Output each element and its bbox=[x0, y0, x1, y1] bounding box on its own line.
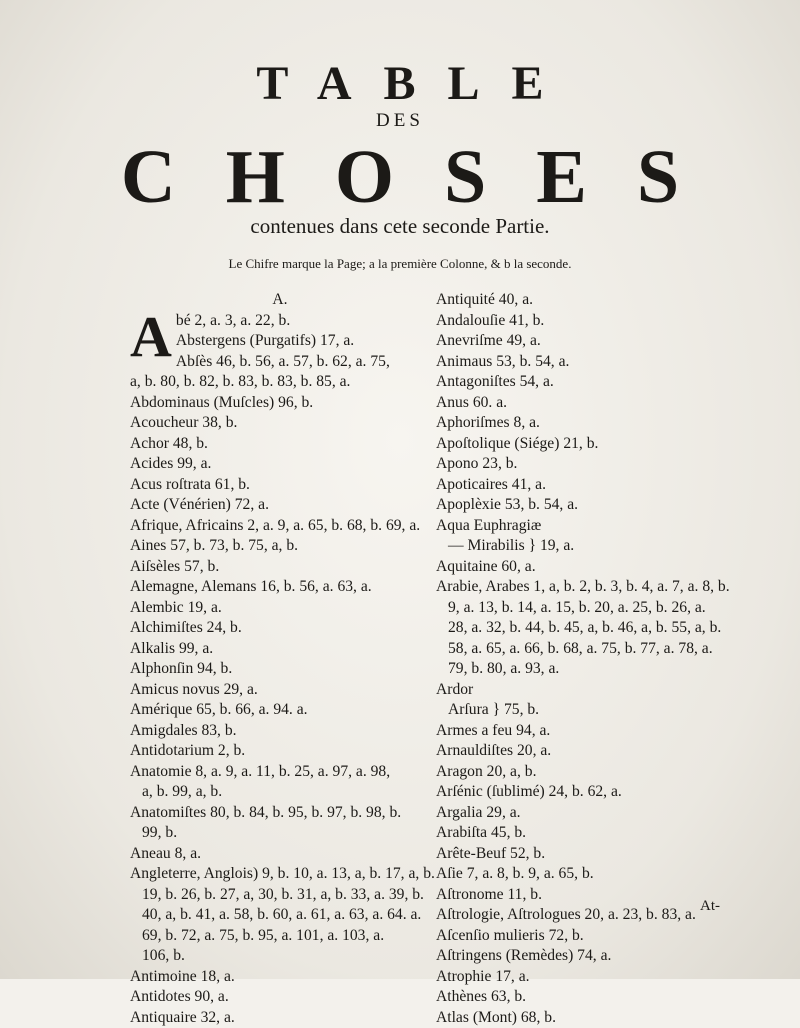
left-column bbox=[130, 290, 430, 1028]
index-entry bbox=[436, 413, 756, 434]
index-entry bbox=[130, 864, 430, 967]
entry-line: Antidotes 90, a. bbox=[130, 987, 430, 1008]
index-entry bbox=[130, 741, 430, 762]
index-entry bbox=[130, 1008, 430, 1028]
index-entry bbox=[130, 967, 430, 988]
entry-line: Anevriſme 49, a. bbox=[436, 331, 756, 352]
entry-line: Argalia 29, a. bbox=[436, 803, 756, 824]
entry-continuation: — Mirabilis } 19, a. bbox=[436, 536, 756, 557]
index-entry bbox=[436, 372, 756, 393]
index-entry bbox=[436, 987, 756, 1008]
entry-line: Acoucheur 38, b. bbox=[130, 413, 430, 434]
index-entry bbox=[130, 516, 430, 537]
right-entry-list bbox=[436, 290, 756, 1028]
entry-line: Afrique, Africains 2, a. 9, a. 65, b. 68, b. 69, a. bbox=[130, 516, 430, 537]
entry-line: Alembic 19, a. bbox=[130, 598, 430, 619]
index-entry bbox=[436, 475, 756, 496]
entry-line: Anus 60. a. bbox=[436, 393, 756, 414]
entry-line: Antidotarium 2, b. bbox=[130, 741, 430, 762]
page-note: Le Chifre marque la Page; a la première Colonne, & b la seconde. bbox=[0, 256, 800, 272]
entry-line: Aſtringens (Remèdes) 74, a. bbox=[436, 946, 756, 967]
entry-line: Apono 23, b. bbox=[436, 454, 756, 475]
entry-line: Apoſtolique (Siége) 21, b. bbox=[436, 434, 756, 455]
index-entry bbox=[130, 803, 430, 844]
entry-continuation: 40, a, b. 41, a. 58, b. 60, a. 61, a. 63, a. 64. a. bbox=[130, 905, 430, 926]
entry-line: Antiquité 40, a. bbox=[436, 290, 756, 311]
index-entry bbox=[130, 434, 430, 455]
subtitle: contenues dans cete seconde Partie. bbox=[0, 214, 800, 239]
entry-line: Apoplèxie 53, b. 54, a. bbox=[436, 495, 756, 516]
index-entry bbox=[130, 372, 430, 393]
index-entry bbox=[130, 639, 430, 660]
index-entry bbox=[436, 1008, 756, 1028]
index-entry bbox=[436, 864, 756, 885]
entry-line: Alemagne, Alemans 16, b. 56, a. 63, a. bbox=[130, 577, 430, 598]
index-entry bbox=[436, 311, 756, 332]
entry-line: Anatomiſtes 80, b. 84, b. 95, b. 97, b. 98, b. bbox=[130, 803, 430, 824]
title-line-2: DES bbox=[0, 110, 800, 132]
entry-continuation: 58, a. 65, a. 66, b. 68, a. 75, b. 77, a. 78, a. bbox=[436, 639, 756, 660]
entry-line: Achor 48, b. bbox=[130, 434, 430, 455]
title-line-1: TABLE bbox=[0, 56, 800, 111]
drop-cap: A bbox=[130, 314, 172, 360]
right-column bbox=[436, 290, 756, 1028]
entry-line: Amérique 65, b. 66, a. 94. a. bbox=[130, 700, 430, 721]
entry-line: Aqua Euphragiæ bbox=[436, 516, 756, 537]
index-entry bbox=[436, 823, 756, 844]
index-entry bbox=[436, 946, 756, 967]
index-entry bbox=[436, 557, 756, 578]
entry-line: Aphoriſmes 8, a. bbox=[436, 413, 756, 434]
index-entry bbox=[130, 475, 430, 496]
entry-line: Amicus novus 29, a. bbox=[130, 680, 430, 701]
entry-line: Atlas (Mont) 68, b. bbox=[436, 1008, 756, 1028]
index-entry bbox=[436, 967, 756, 988]
entry-line: Aſcenſio mulieris 72, b. bbox=[436, 926, 756, 947]
index-entry bbox=[436, 393, 756, 414]
entry-line: Armes a feu 94, a. bbox=[436, 721, 756, 742]
entry-line: Arête-Beuf 52, b. bbox=[436, 844, 756, 865]
left-entry-list bbox=[130, 372, 430, 1028]
index-entry bbox=[436, 803, 756, 824]
entry-line: Alkalis 99, a. bbox=[130, 639, 430, 660]
entry-line: Aines 57, b. 73, b. 75, a, b. bbox=[130, 536, 430, 557]
index-entry bbox=[130, 618, 430, 639]
index-entry bbox=[436, 844, 756, 865]
index-entry bbox=[436, 926, 756, 947]
index-entry bbox=[436, 434, 756, 455]
index-entry bbox=[130, 700, 430, 721]
index-entry bbox=[130, 680, 430, 701]
entry-continuation: 106, b. bbox=[130, 946, 430, 967]
entry-line: Acus roſtrata 61, b. bbox=[130, 475, 430, 496]
entry-line: Aquitaine 60, a. bbox=[436, 557, 756, 578]
opening-line: Abstergens (Purgatifs) 17, a. bbox=[130, 331, 430, 352]
entry-line: Aſtrologie, Aſtrologues 20, a. 23, b. 83, a. bbox=[436, 905, 756, 926]
entry-line: Acte (Vénérien) 72, a. bbox=[130, 495, 430, 516]
entry-line: Aiſsèles 57, b. bbox=[130, 557, 430, 578]
entry-continuation: 79, b. 80, a. 93, a. bbox=[436, 659, 756, 680]
index-entry bbox=[436, 331, 756, 352]
entry-continuation: 9, a. 13, b. 14, a. 15, b. 20, a. 25, b. 26, a. bbox=[436, 598, 756, 619]
index-entry bbox=[130, 393, 430, 414]
entry-line: Aragon 20, a, b. bbox=[436, 762, 756, 783]
entry-line: Aſie 7, a. 8, b. 9, a. 65, b. bbox=[436, 864, 756, 885]
entry-line: Apoticaires 41, a. bbox=[436, 475, 756, 496]
catchword: At- bbox=[700, 898, 720, 915]
entry-continuation: 28, a. 32, b. 44, b. 45, a, b. 46, a, b. 55, a, b. bbox=[436, 618, 756, 639]
index-entry bbox=[130, 577, 430, 598]
index-entry bbox=[436, 495, 756, 516]
entry-line: Aneau 8, a. bbox=[130, 844, 430, 865]
entry-line: Angleterre, Anglois) 9, b. 10, a. 13, a, b. 17, a, b. bbox=[130, 864, 430, 885]
entry-continuation: 19, b. 26, b. 27, a, 30, b. 31, a, b. 33, a. 39, b. bbox=[130, 885, 430, 906]
opening-line: bé 2, a. 3, a. 22, b. bbox=[130, 311, 430, 332]
entry-line: Aſtronome 11, b. bbox=[436, 885, 756, 906]
index-entry bbox=[130, 495, 430, 516]
index-entry bbox=[436, 454, 756, 475]
index-entry bbox=[130, 557, 430, 578]
index-entry bbox=[130, 844, 430, 865]
index-entry bbox=[436, 516, 756, 557]
entry-line: Anatomie 8, a. 9, a. 11, b. 25, a. 97, a. 98, bbox=[130, 762, 430, 783]
entry-line: Antimoine 18, a. bbox=[130, 967, 430, 988]
index-entry bbox=[436, 741, 756, 762]
opening-entry bbox=[130, 311, 430, 373]
index-entry bbox=[130, 762, 430, 803]
entry-line: Arſénic (ſublimé) 24, b. 62, a. bbox=[436, 782, 756, 803]
index-entry bbox=[130, 536, 430, 557]
entry-line: Animaus 53, b. 54, a. bbox=[436, 352, 756, 373]
entry-line: Ardor bbox=[436, 680, 756, 701]
index-entry bbox=[436, 352, 756, 373]
index-entry bbox=[130, 454, 430, 475]
index-entry bbox=[130, 721, 430, 742]
index-entry bbox=[436, 680, 756, 721]
entry-line: Arnauldiſtes 20, a. bbox=[436, 741, 756, 762]
index-entry bbox=[130, 598, 430, 619]
index-entry bbox=[436, 577, 756, 680]
entry-line: Acides 99, a. bbox=[130, 454, 430, 475]
entry-line: Alphonſin 94, b. bbox=[130, 659, 430, 680]
index-entry bbox=[130, 659, 430, 680]
index-entry bbox=[130, 987, 430, 1008]
entry-line: a, b. 80, b. 82, b. 83, b. 83, b. 85, a. bbox=[130, 372, 430, 393]
index-entry bbox=[130, 413, 430, 434]
title-line-3: CHOSES bbox=[0, 132, 800, 222]
index-entry bbox=[436, 782, 756, 803]
index-entry bbox=[436, 721, 756, 742]
section-heading: A. bbox=[130, 290, 430, 311]
index-entry bbox=[436, 290, 756, 311]
entry-line: Andalouſie 41, b. bbox=[436, 311, 756, 332]
entry-line: Antiquaire 32, a. bbox=[130, 1008, 430, 1028]
entry-line: Amigdales 83, b. bbox=[130, 721, 430, 742]
entry-continuation: a, b. 99, a, b. bbox=[130, 782, 430, 803]
entry-continuation: 69, b. 72, a. 75, b. 95, a. 101, a. 103, a. bbox=[130, 926, 430, 947]
entry-line: Alchimiſtes 24, b. bbox=[130, 618, 430, 639]
entry-continuation: 99, b. bbox=[130, 823, 430, 844]
entry-line: Athènes 63, b. bbox=[436, 987, 756, 1008]
entry-line: Atrophie 17, a. bbox=[436, 967, 756, 988]
entry-line: Arabie, Arabes 1, a, b. 2, b. 3, b. 4, a. 7, a. 8, b. bbox=[436, 577, 756, 598]
opening-line: Abſès 46, b. 56, a. 57, b. 62, a. 75, bbox=[130, 352, 430, 373]
entry-line: Arabiſta 45, b. bbox=[436, 823, 756, 844]
index-entry bbox=[436, 762, 756, 783]
entry-continuation: Arſura } 75, b. bbox=[436, 700, 756, 721]
entry-line: Antagoniſtes 54, a. bbox=[436, 372, 756, 393]
entry-line: Abdominaus (Muſcles) 96, b. bbox=[130, 393, 430, 414]
